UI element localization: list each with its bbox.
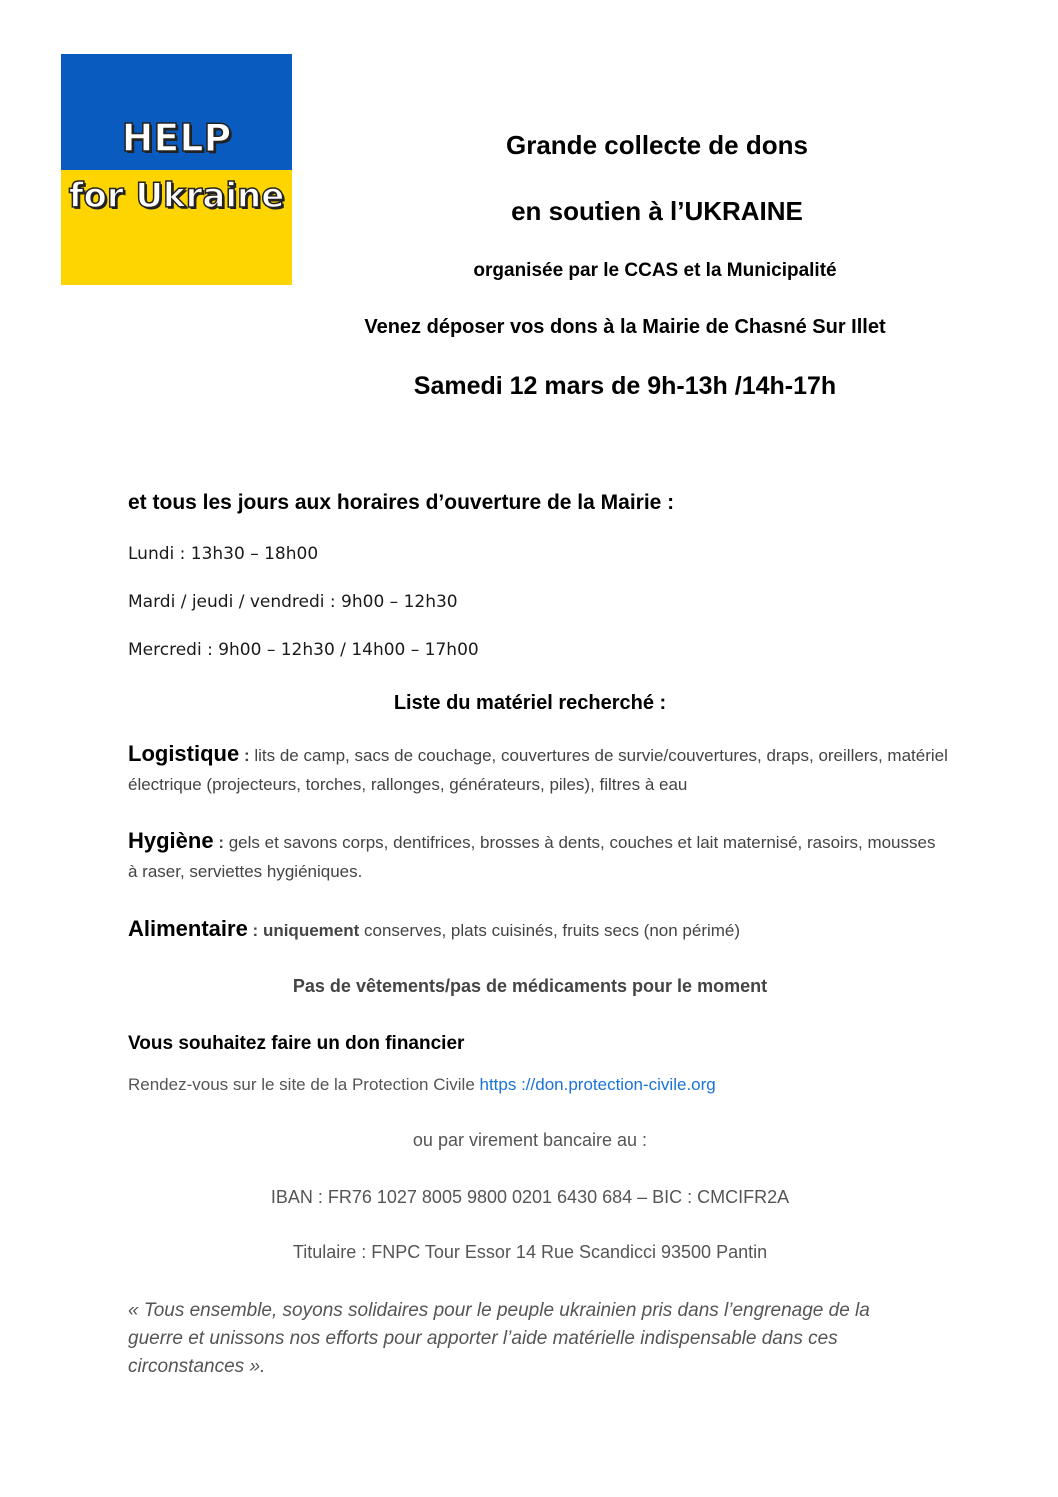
materials-title: Liste du matériel recherché : — [393, 692, 667, 714]
hours-tue-thu-fri: Mardi / jeudi / vendredi : 9h00 – 12h30 — [128, 592, 458, 612]
category-hygiene — [128, 826, 948, 886]
protection-civile-line — [128, 1075, 716, 1095]
logo-ukraine-text: for Ukraine — [68, 176, 285, 216]
category-label: Logistique — [128, 741, 240, 766]
solidarity-quote: « Tous ensemble, soyons solidaires pour le peuple ukrainien pris dans l’engrenage de la guerre et unissons nos efforts pour apporter l’aide matérielle indispensable dans ces circonstances ». — [128, 1300, 870, 1377]
category-label: Hygiène — [128, 828, 214, 853]
category-items: conserves, plats cuisinés, fruits secs (non périmé) — [359, 921, 741, 940]
iban-line: IBAN : FR76 1027 8005 9800 0201 6430 684 – BIC : CMCIFR2A — [270, 1187, 790, 1207]
organizer-line: organisée par le CCAS et la Municipalité — [473, 260, 837, 281]
event-date: Samedi 12 mars de 9h-13h /14h-17h — [413, 372, 837, 400]
no-clothes-note: Pas de vêtements/pas de médicaments pour le moment — [292, 976, 768, 996]
category-alimentaire — [128, 914, 948, 945]
category-items: gels et savons corps, dentifrices, brosses à dents, couches et lait maternisé, rasoirs, mousses à raser, serviettes hygiéniques. — [128, 833, 936, 881]
help-for-ukraine-logo — [61, 54, 292, 285]
title-line-2: en soutien à l’UKRAINE — [511, 196, 803, 226]
dropoff-line: Venez déposer vos dons à la Mairie de Chasné Sur Illet — [364, 316, 886, 338]
category-label: Alimentaire — [128, 916, 248, 941]
category-colon: : — [239, 746, 250, 765]
category-colon: : — [213, 833, 224, 852]
bank-transfer-line: ou par virement bancaire au : — [412, 1130, 648, 1150]
protection-civile-link[interactable]: https ://don.protection-civile.org — [479, 1075, 716, 1094]
account-holder-line: Titulaire : FNPC Tour Essor 14 Rue Scandicci 93500 Pantin — [292, 1242, 768, 1262]
title-line-1: Grande collecte de dons — [506, 130, 808, 160]
financial-donation-title: Vous souhaitez faire un don financier — [128, 1033, 465, 1054]
opening-hours-heading: et tous les jours aux horaires d’ouverture de la Mairie : — [128, 491, 675, 514]
hours-wednesday: Mercredi : 9h00 – 12h30 / 14h00 – 17h00 — [128, 640, 479, 660]
logo-help-text: HELP — [121, 116, 232, 160]
category-colon: : — [247, 921, 259, 940]
hours-monday: Lundi : 13h30 – 18h00 — [128, 544, 319, 564]
category-emphasis: uniquement — [258, 921, 360, 940]
category-items: lits de camp, sacs de couchage, couvertures de survie/couvertures, draps, oreillers, matériel électrique (projecteurs, torches, rallonges, générateurs, piles), filtres à eau — [128, 746, 948, 794]
category-logistique — [128, 739, 948, 799]
protection-civile-text: Rendez-vous sur le site de la Protection Civile — [128, 1075, 480, 1094]
